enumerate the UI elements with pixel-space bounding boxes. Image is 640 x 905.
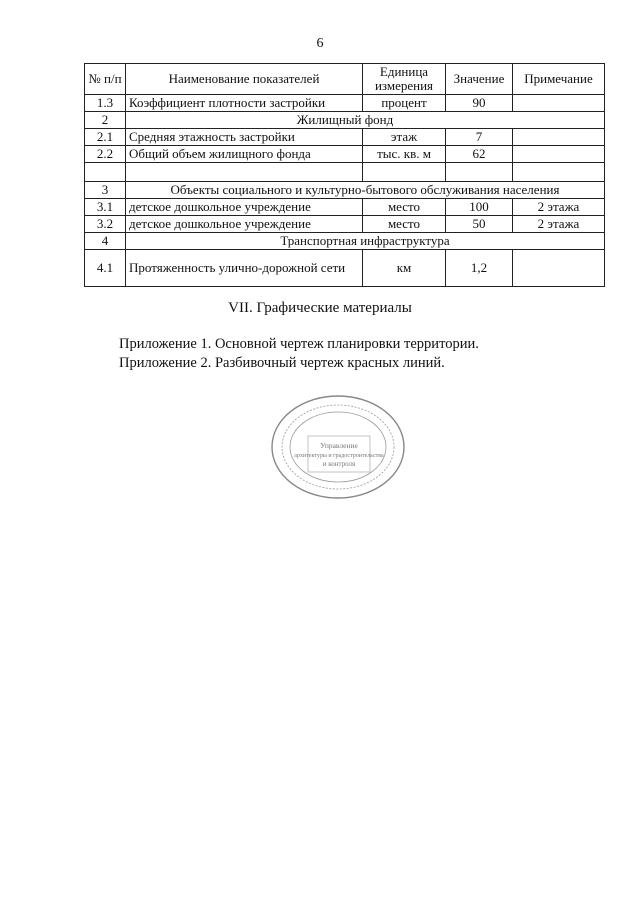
cell-value: 62 bbox=[446, 146, 513, 163]
table-row bbox=[85, 250, 605, 287]
cell-num: 3 bbox=[85, 182, 126, 199]
cell-value bbox=[446, 163, 513, 182]
page-number: 6 bbox=[316, 36, 324, 51]
cell-unit: место bbox=[363, 199, 446, 216]
cell-note bbox=[513, 250, 605, 287]
header-note: Примечание bbox=[513, 64, 605, 95]
cell-note bbox=[513, 95, 605, 112]
stamp-line: архитектуры и градостроительства bbox=[294, 453, 384, 459]
section-title: Объекты социального и культурно-бытового обслуживания населения bbox=[126, 182, 605, 199]
cell-value: 100 bbox=[446, 199, 513, 216]
cell-name: Коэффициент плотности застройки bbox=[126, 95, 363, 112]
attachment-item: Приложение 1. Основной чертеж планировки территории. bbox=[119, 336, 479, 352]
cell-value: 7 bbox=[446, 129, 513, 146]
cell-name: Протяженность улично-дорожной сети bbox=[126, 250, 363, 287]
stamp-line: и контроля bbox=[322, 460, 356, 468]
attachment-item: Приложение 2. Разбивочный чертеж красных линий. bbox=[119, 355, 445, 371]
cell-num: 4 bbox=[85, 233, 126, 250]
cell-note: 2 этажа bbox=[513, 199, 605, 216]
cell-num: 2 bbox=[85, 112, 126, 129]
table-row bbox=[85, 146, 605, 163]
indicators-table bbox=[84, 63, 605, 287]
cell-note bbox=[513, 129, 605, 146]
cell-unit bbox=[363, 163, 446, 182]
table-row bbox=[85, 129, 605, 146]
table-row-empty bbox=[85, 163, 605, 182]
cell-note bbox=[513, 146, 605, 163]
cell-value: 50 bbox=[446, 216, 513, 233]
cell-num bbox=[85, 163, 126, 182]
section-title bbox=[126, 112, 605, 129]
cell-unit: тыс. кв. м bbox=[363, 146, 446, 163]
cell-num: 3.2 bbox=[85, 216, 126, 233]
cell-note: 2 этажа bbox=[513, 216, 605, 233]
section-row bbox=[85, 112, 605, 129]
header-num: № п/п bbox=[85, 64, 126, 95]
table-row bbox=[85, 199, 605, 216]
section-row bbox=[85, 233, 605, 250]
cell-num: 4.1 bbox=[85, 250, 126, 287]
cell-name: Средняя этажность застройки bbox=[126, 129, 363, 146]
cell-num: 3.1 bbox=[85, 199, 126, 216]
section-title-text: Жилищный фонд bbox=[296, 112, 394, 127]
cell-num: 2.2 bbox=[85, 146, 126, 163]
cell-name: Общий объем жилищного фонда bbox=[126, 146, 363, 163]
header-unit: Единица измерения bbox=[363, 64, 446, 95]
cell-unit: место bbox=[363, 216, 446, 233]
header-value: Значение bbox=[446, 64, 513, 95]
cell-num: 1.3 bbox=[85, 95, 126, 112]
cell-value: 90 bbox=[446, 95, 513, 112]
cell-name: детское дошкольное учреждение bbox=[126, 216, 363, 233]
cell-note bbox=[513, 163, 605, 182]
cell-value: 1,2 bbox=[446, 250, 513, 287]
cell-unit: км bbox=[363, 250, 446, 287]
table-header-row bbox=[85, 64, 605, 95]
cell-num: 2.1 bbox=[85, 129, 126, 146]
official-stamp bbox=[268, 392, 408, 502]
stamp-line: Управление bbox=[320, 441, 358, 450]
section-row bbox=[85, 182, 605, 199]
cell-unit: этаж bbox=[363, 129, 446, 146]
header-name: Наименование показателей bbox=[126, 64, 363, 95]
cell-name bbox=[126, 163, 363, 182]
cell-name: детское дошкольное учреждение bbox=[126, 199, 363, 216]
section-title: Транспортная инфраструктура bbox=[126, 233, 605, 250]
table-row bbox=[85, 216, 605, 233]
attachments-list bbox=[119, 335, 479, 373]
table-row bbox=[85, 95, 605, 112]
cell-unit: процент bbox=[363, 95, 446, 112]
section-heading: VII. Графические материалы bbox=[228, 300, 412, 316]
